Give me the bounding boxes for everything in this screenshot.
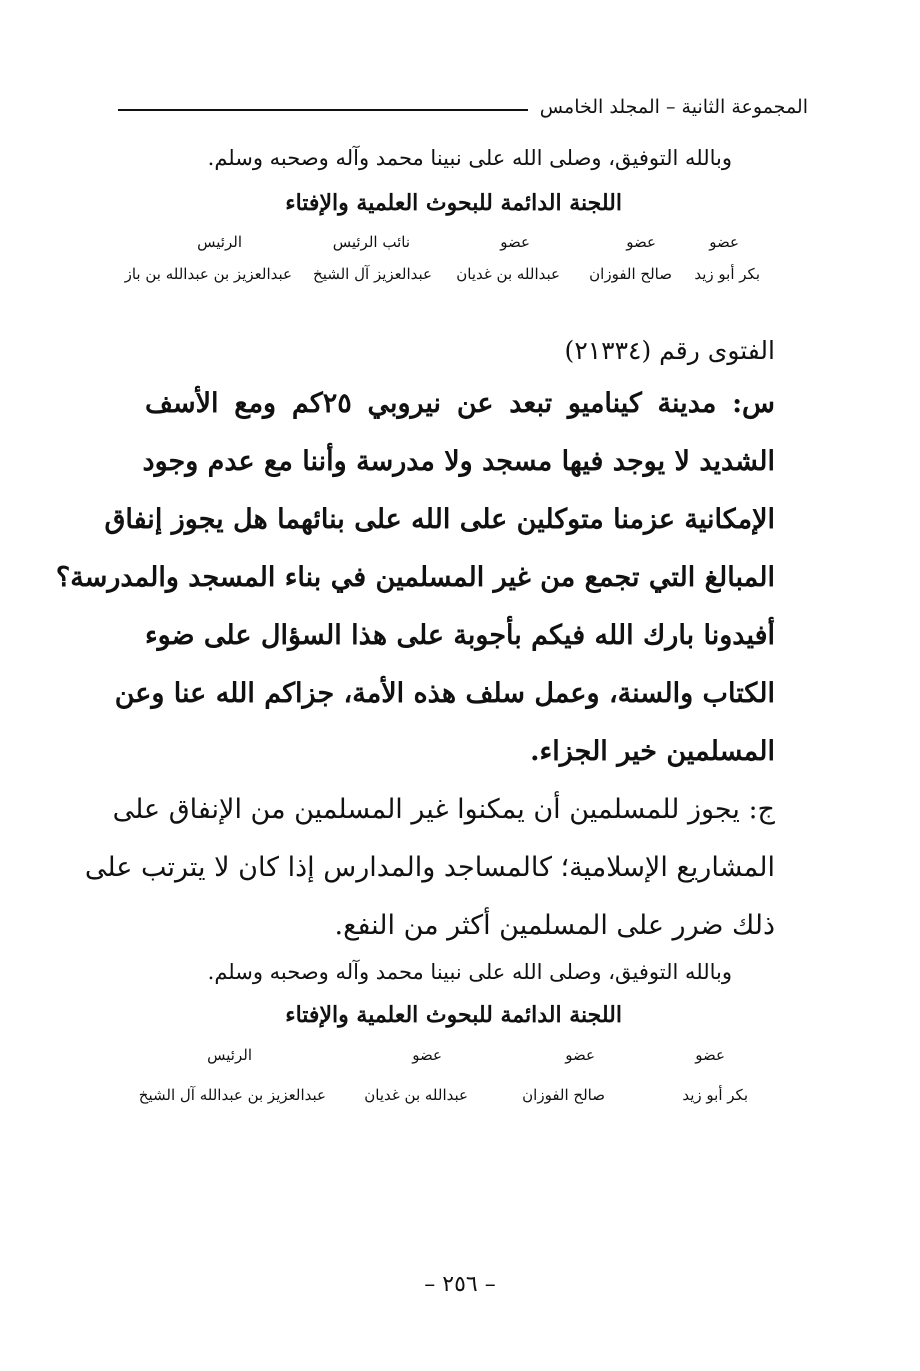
- signatory-abdulaziz-al-sheikh: عبدالعزيز بن عبدالله آل الشيخ: [138, 1086, 326, 1104]
- answer-line: ذلك ضرر على المسلمين أكثر من النفع.: [334, 910, 775, 941]
- question-line: أفيدونا بارك الله فيكم بأجوبة على هذا السؤال على ضوء: [144, 620, 775, 651]
- question-line: الإمكانية عزمنا متوكلين على الله على بنائهما هل يجوز إنفاق: [104, 504, 775, 535]
- signatory-salih-al-fawzan: صالح الفوزان: [522, 1086, 605, 1104]
- closing-formula-2: وبالله التوفيق، وصلى الله على نبينا محمد وآله وصحبه وسلم.: [207, 960, 732, 984]
- role-vice-president: نائب الرئيس: [332, 233, 410, 251]
- signatory-bakr-abu-zaid: بكر أبو زيد: [694, 265, 760, 283]
- signatory-abdullah-ibn-ghudayan: عبدالله بن غديان: [456, 265, 560, 283]
- answer-line: المشاريع الإسلامية؛ كالمساجد والمدارس إذا كان لا يترتب على: [84, 852, 775, 883]
- running-header-title: المجموعة الثانية – المجلد الخامس: [539, 96, 808, 118]
- role-member-1: عضو: [709, 233, 739, 251]
- role-member-3: عضو: [412, 1046, 442, 1064]
- signatory-bakr-abu-zaid: بكر أبو زيد: [682, 1086, 748, 1104]
- question-line: الكتاب والسنة، وعمل سلف هذه الأمة، جزاكم الله عنا وعن: [114, 678, 775, 709]
- signatory-ibn-baz: عبدالعزيز بن عبدالله بن باز: [124, 265, 292, 283]
- signatory-salih-al-fawzan: صالح الفوزان: [589, 265, 672, 283]
- role-president: الرئيس: [197, 233, 242, 251]
- role-member-2: عضو: [626, 233, 656, 251]
- committee-title-1: اللجنة الدائمة للبحوث العلمية والإفتاء: [285, 190, 622, 216]
- role-member-1: عضو: [695, 1046, 725, 1064]
- question-line: الشديد لا يوجد فيها مسجد ولا مدرسة وأننا مع عدم وجود: [142, 446, 775, 477]
- role-member-2: عضو: [565, 1046, 595, 1064]
- question-line: المسلمين خير الجزاء.: [530, 736, 775, 767]
- question-line: المبالغ التي تجمع من غير المسلمين في بناء المسجد والمدرسة؟: [55, 562, 775, 593]
- closing-formula-1: وبالله التوفيق، وصلى الله على نبينا محمد وآله وصحبه وسلم.: [207, 146, 732, 170]
- page-number: – ٢٥٦ –: [424, 1272, 496, 1297]
- role-president: الرئيس: [207, 1046, 252, 1064]
- role-member-3: عضو: [500, 233, 530, 251]
- signatory-abdulaziz-al-sheikh: عبدالعزيز آل الشيخ: [313, 265, 432, 283]
- fatwa-number: الفتوى رقم (٢١٣٣٤): [564, 336, 775, 365]
- committee-title-2: اللجنة الدائمة للبحوث العلمية والإفتاء: [285, 1002, 622, 1028]
- signatory-abdullah-ibn-ghudayan: عبدالله بن غديان: [364, 1086, 468, 1104]
- answer-line: ج: يجوز للمسلمين أن يمكنوا غير المسلمين من الإنفاق على: [112, 794, 775, 825]
- question-line: س: مدينة كيناميو تبعد عن نيروبي ٢٥كم ومع الأسف: [145, 388, 776, 419]
- header-rule: [118, 109, 528, 111]
